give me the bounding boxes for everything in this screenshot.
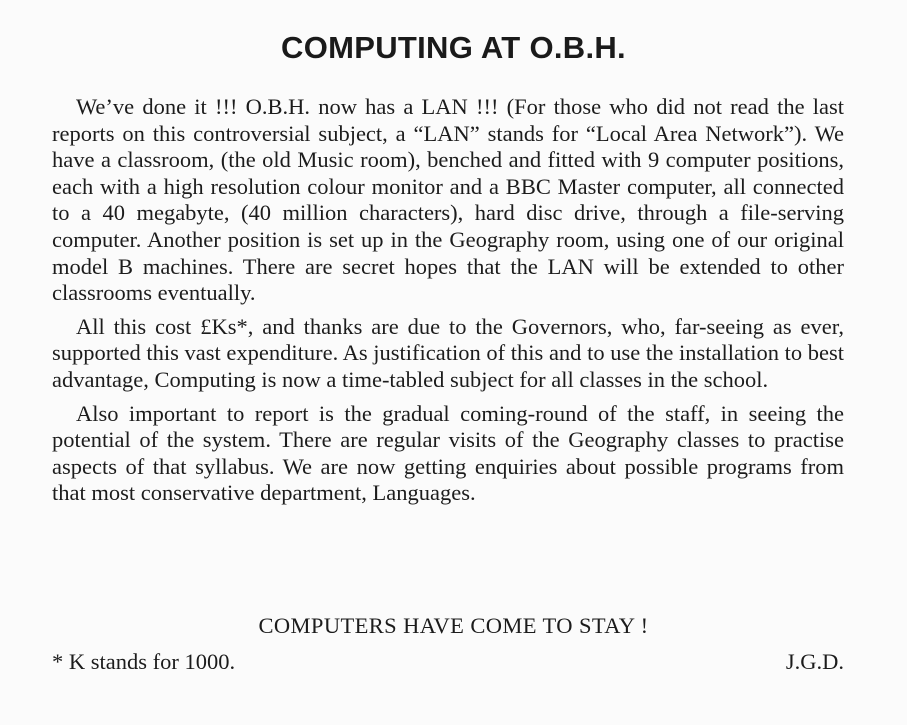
article-paragraph-1: We’ve done it !!! O.B.H. now has a LAN !!! (For those who did not read the last reports on this controversial subject, a “LAN” stands for “Local Area Network”). We have a classroom, (the old Music room), benched and fitted with 9 computer positions, each with a high resolution colour monitor and a BBC Master computer, all connected to a 40 megabyte, (40 million characters), hard disc drive, through a file-serving computer. Another position is set up in the Geography room, using one of our original model B machines. There are secret hopes that the LAN will be extended to other classrooms eventually. [52, 94, 844, 306]
closing-slogan: COMPUTERS HAVE COME TO STAY ! [258, 613, 649, 638]
article-body [52, 94, 844, 514]
footnote: * K stands for 1000. [52, 649, 236, 674]
author-initials: J.G.D. [785, 649, 844, 674]
article-title: COMPUTING AT O.B.H. [281, 30, 626, 65]
article-paragraph-2: All this cost £Ks*, and thanks are due to the Governors, who, far-seeing as ever, supported this vast expenditure. As justification of this and to use the installation to best advantage, Computing is now a time-tabled subject for all classes in the school. [52, 313, 844, 392]
article-paragraph-3: Also important to report is the gradual coming-round of the staff, in seeing the potential of the system. There are regular visits of the Geography classes to practise aspects of that syllabus. We are now getting enquiries about possible programs from that most conservative department, Languages. [52, 400, 844, 506]
